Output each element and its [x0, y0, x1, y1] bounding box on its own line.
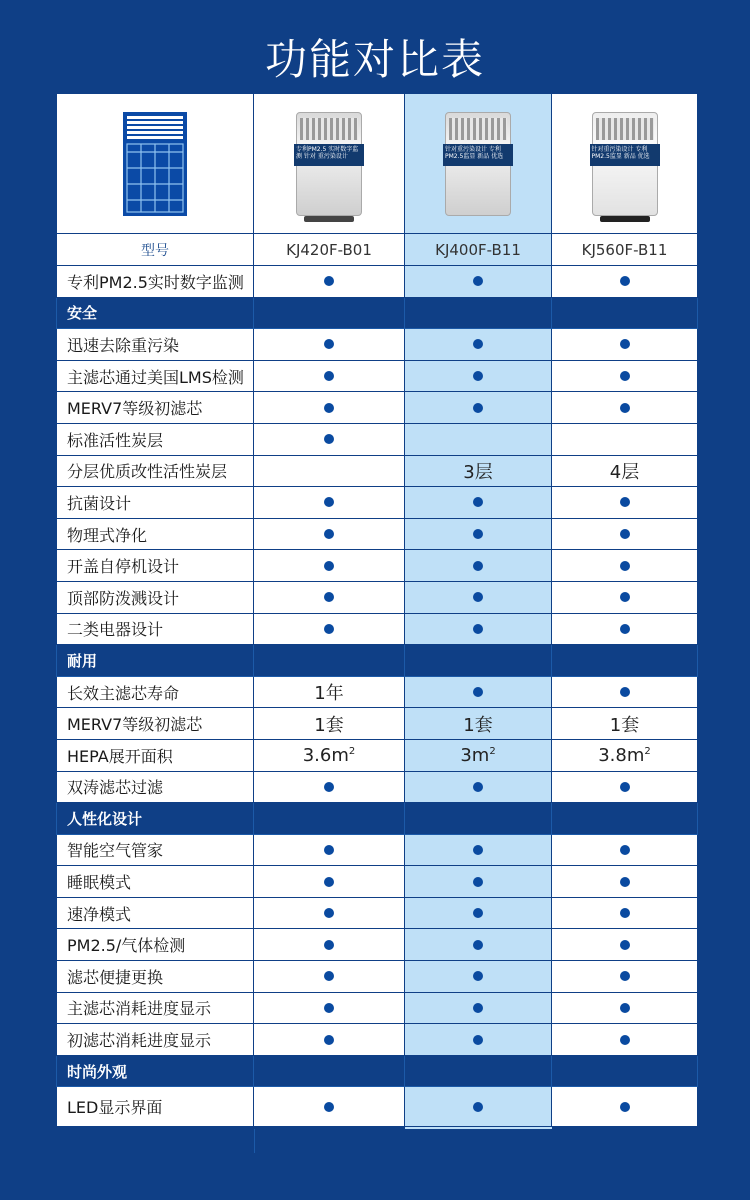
feature-label: 主滤芯消耗进度显示 [56, 993, 254, 1025]
table-row [56, 329, 698, 361]
dot-icon [473, 403, 483, 413]
dot-icon [620, 497, 630, 507]
section-title: 耐用 [56, 645, 254, 677]
dot-icon [620, 529, 630, 539]
dot-icon [324, 1035, 334, 1045]
dot-icon [620, 592, 630, 602]
table-row [56, 614, 698, 646]
dot-icon [620, 940, 630, 950]
feature-value: 1套 [609, 714, 640, 736]
dot-icon [473, 908, 483, 918]
model-name: KJ560F-B11 [552, 234, 698, 266]
dot-icon [473, 497, 483, 507]
dot-icon [473, 1003, 483, 1013]
dot-icon [620, 624, 630, 634]
product-image-kj400f [439, 104, 517, 224]
product-band-label: 针对重污染设计 专利PM2.5监显 新品 优选 [590, 144, 660, 166]
dot-icon [620, 782, 630, 792]
feature-label: HEPA展开面积 [56, 740, 254, 772]
dot-icon [473, 940, 483, 950]
unit-superscript: 2 [644, 745, 651, 757]
unit-superscript: 2 [348, 745, 356, 757]
table-row [56, 740, 698, 772]
dot-icon [620, 561, 630, 571]
dot-icon [324, 908, 334, 918]
dot-icon [324, 624, 334, 634]
product-image-row [56, 94, 698, 234]
table-row [56, 550, 698, 582]
dot-icon [473, 687, 483, 697]
feature-label: 开盖自停机设计 [56, 550, 254, 582]
feature-value: 3.8m [598, 744, 645, 766]
dot-icon [324, 877, 334, 887]
section-title: 时尚外观 [56, 1056, 254, 1088]
model-row [56, 234, 698, 266]
feature-value: 1年 [314, 683, 344, 705]
table-row [56, 677, 698, 709]
table-row [56, 487, 698, 519]
dot-icon [620, 1035, 630, 1045]
divider [254, 1129, 255, 1153]
dot-icon [620, 339, 630, 349]
table-row [56, 866, 698, 898]
table-row [56, 1024, 698, 1056]
model-name: KJ400F-B11 [405, 234, 552, 266]
table-row [56, 424, 698, 456]
dot-icon [620, 1102, 630, 1112]
dot-icon [620, 1003, 630, 1013]
table-row [56, 961, 698, 993]
feature-label: PM2.5/气体检测 [56, 929, 254, 961]
feature-value: 1套 [463, 714, 493, 736]
dot-icon [473, 624, 483, 634]
feature-label: 滤芯便捷更换 [56, 961, 254, 993]
section-title: 安全 [56, 298, 254, 330]
feature-label: 分层优质改性活性炭层 [56, 456, 254, 488]
feature-value: 3m [460, 744, 490, 766]
table-row [56, 772, 698, 804]
table-row [56, 929, 698, 961]
dot-icon [473, 877, 483, 887]
dot-icon [620, 908, 630, 918]
feature-label: 智能空气管家 [56, 835, 254, 867]
dot-icon [324, 339, 334, 349]
feature-label: 标准活性炭层 [56, 424, 254, 456]
table-row [56, 993, 698, 1025]
feature-value: 3.6m [302, 744, 349, 766]
feature-label: 顶部防泼溅设计 [56, 582, 254, 614]
section-header-row [56, 803, 698, 835]
feature-label: 初滤芯消耗进度显示 [56, 1024, 254, 1056]
dot-icon [324, 371, 334, 381]
dot-icon [473, 971, 483, 981]
product-band-label: 针对重污染设计 专利PM2.5监显 新品 优选 [443, 144, 513, 166]
dot-icon [473, 276, 483, 286]
dot-icon [473, 371, 483, 381]
section-title: 人性化设计 [56, 803, 254, 835]
dot-icon [473, 561, 483, 571]
dot-icon [324, 1003, 334, 1013]
dot-icon [473, 529, 483, 539]
table-row [56, 582, 698, 614]
dot-icon [324, 434, 334, 444]
dot-icon [473, 1102, 483, 1112]
feature-value: 4层 [609, 461, 640, 483]
feature-value: 3层 [463, 461, 493, 483]
dot-icon [324, 497, 334, 507]
dot-icon [620, 403, 630, 413]
feature-label: 长效主滤芯寿命 [56, 677, 254, 709]
section-header-row [56, 1056, 698, 1088]
feature-label: 双涛滤芯过滤 [56, 772, 254, 804]
dot-icon [473, 782, 483, 792]
dot-icon [620, 687, 630, 697]
feature-label: MERV7等级初滤芯 [56, 708, 254, 740]
feature-label: 主滤芯通过美国LMS检测 [56, 361, 254, 393]
dot-icon [473, 339, 483, 349]
feature-label: 睡眠模式 [56, 866, 254, 898]
table-row [56, 1087, 698, 1127]
dot-icon [324, 529, 334, 539]
dot-icon [473, 592, 483, 602]
unit-superscript: 2 [489, 745, 496, 757]
model-header-label: 型号 [56, 234, 254, 266]
feature-label: 抗菌设计 [56, 487, 254, 519]
filter-icon [123, 112, 187, 216]
product-band-label: 专利PM2.5 实时数字监测 针对 重污染设计 [294, 144, 364, 166]
feature-label: 二类电器设计 [56, 614, 254, 646]
feature-label: 速净模式 [56, 898, 254, 930]
feature-label: LED显示界面 [56, 1087, 254, 1127]
table-row [56, 519, 698, 551]
dot-icon [324, 276, 334, 286]
feature-label: 专利PM2.5实时数字监测 [56, 266, 254, 298]
table-row [56, 835, 698, 867]
model-name: KJ420F-B01 [254, 234, 405, 266]
dot-icon [620, 845, 630, 855]
dot-icon [620, 971, 630, 981]
feature-label: 物理式净化 [56, 519, 254, 551]
section-header-row [56, 298, 698, 330]
product-image-kj560f [586, 104, 664, 224]
table-row [56, 456, 698, 488]
dot-icon [620, 276, 630, 286]
page-title: 功能对比表 [264, 35, 485, 84]
dot-icon [324, 971, 334, 981]
dot-icon [620, 877, 630, 887]
dot-icon [620, 371, 630, 381]
table-row [56, 361, 698, 393]
table-row [56, 266, 698, 298]
dot-icon [473, 845, 483, 855]
table-row [56, 898, 698, 930]
dot-icon [324, 782, 334, 792]
dot-icon [473, 1035, 483, 1045]
dot-icon [324, 940, 334, 950]
comparison-table [56, 94, 698, 1127]
table-row [56, 708, 698, 740]
dot-icon [324, 592, 334, 602]
dot-icon [324, 403, 334, 413]
dot-icon [324, 845, 334, 855]
dot-icon [324, 1102, 334, 1112]
dot-icon [324, 561, 334, 571]
feature-label: MERV7等级初滤芯 [56, 392, 254, 424]
product-image-kj420f [290, 104, 368, 224]
table-row [56, 392, 698, 424]
section-header-row [56, 645, 698, 677]
feature-label: 迅速去除重污染 [56, 329, 254, 361]
feature-value: 1套 [314, 714, 344, 736]
